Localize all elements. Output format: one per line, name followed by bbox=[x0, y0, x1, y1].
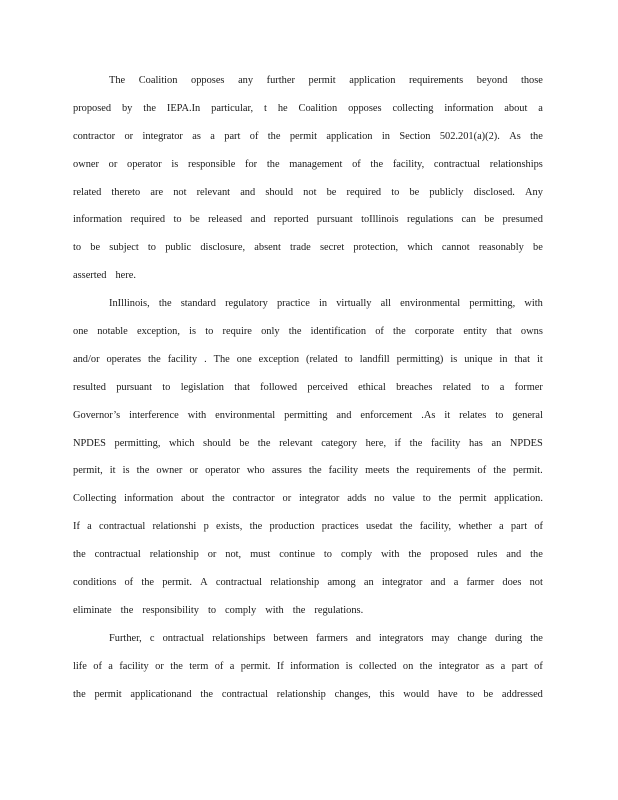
text-line: owner or operator is responsible for the management of the facility, contractual relationships bbox=[73, 158, 543, 170]
text-line: InIllinois, the standard regulatory practice in virtually all environmental permitting, with bbox=[109, 298, 543, 310]
text-line: and/or operates the facility . The one exception (related to landfill permitting) is unique in that it bbox=[73, 353, 543, 365]
paragraph bbox=[73, 290, 543, 625]
text-line: resulted pursuant to legislation that followed perceived ethical breaches related to a former bbox=[73, 381, 543, 393]
text-line: to be subject to public disclosure, absent trade secret protection, which cannot reasonably be bbox=[73, 242, 543, 254]
text-line: the contractual relationship or not, must continue to comply with the proposed rules and the bbox=[73, 549, 543, 561]
text-line: conditions of the permit. A contractual relationship among an integrator and a farmer does not bbox=[73, 577, 543, 589]
text-line: one notable exception, is to require only the identification of the corporate entity that owns bbox=[73, 326, 543, 338]
text-line: information required to be released and reported pursuant toIllinois regulations can be presumed bbox=[73, 214, 543, 226]
text-line: eliminate the responsibility to comply with the regulations. bbox=[73, 604, 364, 616]
text-line: proposed by the IEPA.In particular, t he Coalition opposes collecting information about a bbox=[73, 102, 543, 114]
text-line: Governor’s interference with environmental permitting and enforcement .As it relates to general bbox=[73, 409, 543, 421]
text-line: The Coalition opposes any further permit application requirements beyond those bbox=[109, 75, 543, 86]
text-line: permit, it is the owner or operator who assures the facility meets the requirements of the permit. bbox=[73, 465, 543, 477]
text-line: related thereto are not relevant and should not be required to be publicly disclosed. Any bbox=[73, 186, 543, 198]
document-body bbox=[73, 67, 543, 708]
paragraph bbox=[73, 625, 543, 709]
text-line: NPDES permitting, which should be the relevant category here, if the facility has an NPDES bbox=[73, 437, 543, 449]
text-line: life of a facility or the term of a permit. If information is collected on the integrator as a part of bbox=[73, 660, 543, 672]
text-line: asserted here. bbox=[73, 270, 136, 282]
text-line: If a contractual relationshi p exists, the production practices usedat the facility, whether a part of bbox=[73, 521, 543, 533]
text-line: Collecting information about the contractor or integrator adds no value to the permit application. bbox=[73, 493, 543, 505]
text-line: the permit applicationand the contractual relationship changes, this would have to be addressed bbox=[73, 688, 543, 700]
paragraph bbox=[73, 67, 543, 290]
text-line: Further, c ontractual relationships between farmers and integrators may change during the bbox=[109, 632, 543, 644]
text-line: contractor or integrator as a part of the permit application in Section 502.201(a)(2). As the bbox=[73, 130, 543, 142]
